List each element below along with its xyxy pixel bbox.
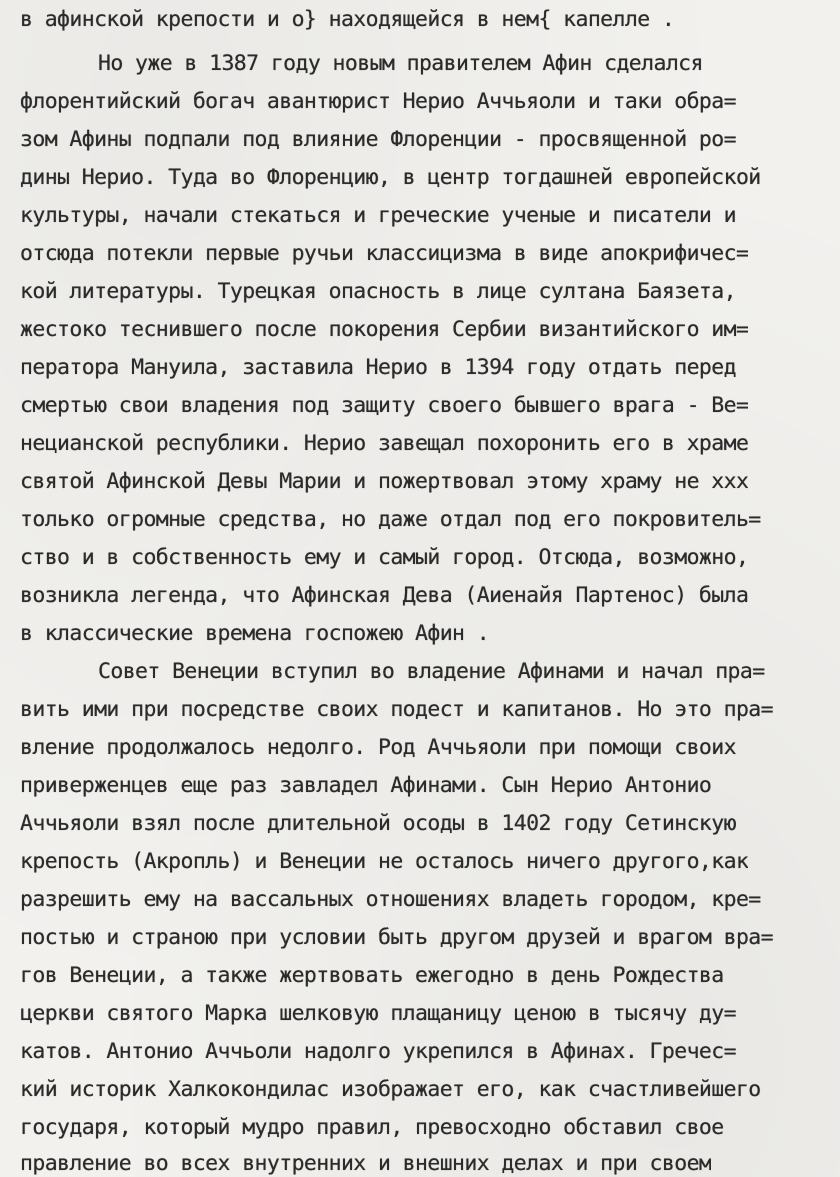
text-line: постью и страною при условии быть другом друзей и врагом вра= [20,927,773,949]
text-line: ператора Мануила, заставила Нерио в 1394 году отдать перед [20,357,736,379]
text-line: государя, который мудро правил, превосходно обставил свое [20,1117,724,1139]
text-line: смертью свои владения под защиту своего бывшего врага - Ве= [20,395,749,417]
text-line: ство и в собственность ему и самый город. Отсюда, возможно, [20,547,749,569]
text-line: кий историк Халкокондилас изображает его, как счастливейшего [20,1079,761,1101]
text-line: в классические времена госпожею Афин . [20,623,490,645]
text-line: вление продолжалось недолго. Род Аччьяоли при помощи своих [20,737,736,759]
text-line: кой литературы. Турецкая опасность в лице султана Баязета, [20,281,736,303]
text-line: отсюда потекли первые ручьи классицизма в виде апокрифичес= [20,243,749,265]
text-line: Но уже в 1387 году новым правителем Афин сделался [98,53,703,75]
text-line: нецианской республики. Нерио завещал похоронить его в храме [20,433,749,455]
text-line: катов. Антонио Аччьоли надолго укрепился в Афинах. Гречес= [20,1041,736,1063]
text-line: возникла легенда, что Афинская Дева (Аиенайя Партенос) была [20,585,749,607]
text-line: вить ими при посредстве своих подест и капитанов. Но это пра= [20,699,773,721]
text-line: правление во всех внутренних и внешних делах и при своем [20,1153,712,1175]
text-line: зом Афины подпали под влияние Флоренции - просвященной ро= [20,129,736,151]
text-line: Совет Венеции вступил во владение Афинами и начал пра= [98,661,765,683]
text-line: церкви святого Марка шелковую плащаницу ценою в тысячу ду= [20,1003,736,1025]
text-line: крепость (Акропль) и Венеции не осталось ничего другого,как [20,851,749,873]
text-line: только огромные средства, но даже отдал под его покровитель= [20,509,761,531]
text-line: разрешить ему на вассальных отношениях владеть городом, кре= [20,889,761,911]
text-line: Аччьяоли взял после длительной осоды в 1402 году Сетинскую [20,813,736,835]
text-line: флорентийский богач авантюрист Нерио Аччьяоли и таки обра= [20,91,736,113]
text-line: жестоко теснившего после покорения Сербии византийского им= [20,319,749,341]
text-line: святой Афинской Девы Марии и пожертвовал этому храму не ххх [20,471,749,493]
text-line: приверженцев еще раз завладел Афинами. Сын Нерио Антонио [20,775,712,797]
text-line: гов Венеции, а также жертвовать ежегодно в день Рождества [20,965,724,987]
text-line: дины Нерио. Туда во Флоренцию, в центр тогдашней европейской [20,167,761,189]
text-line: в афинской крепости и о} находящейся в нем{ капелле . [20,9,675,31]
text-line: культуры, начали стекаться и греческие ученые и писатели и [20,205,736,227]
